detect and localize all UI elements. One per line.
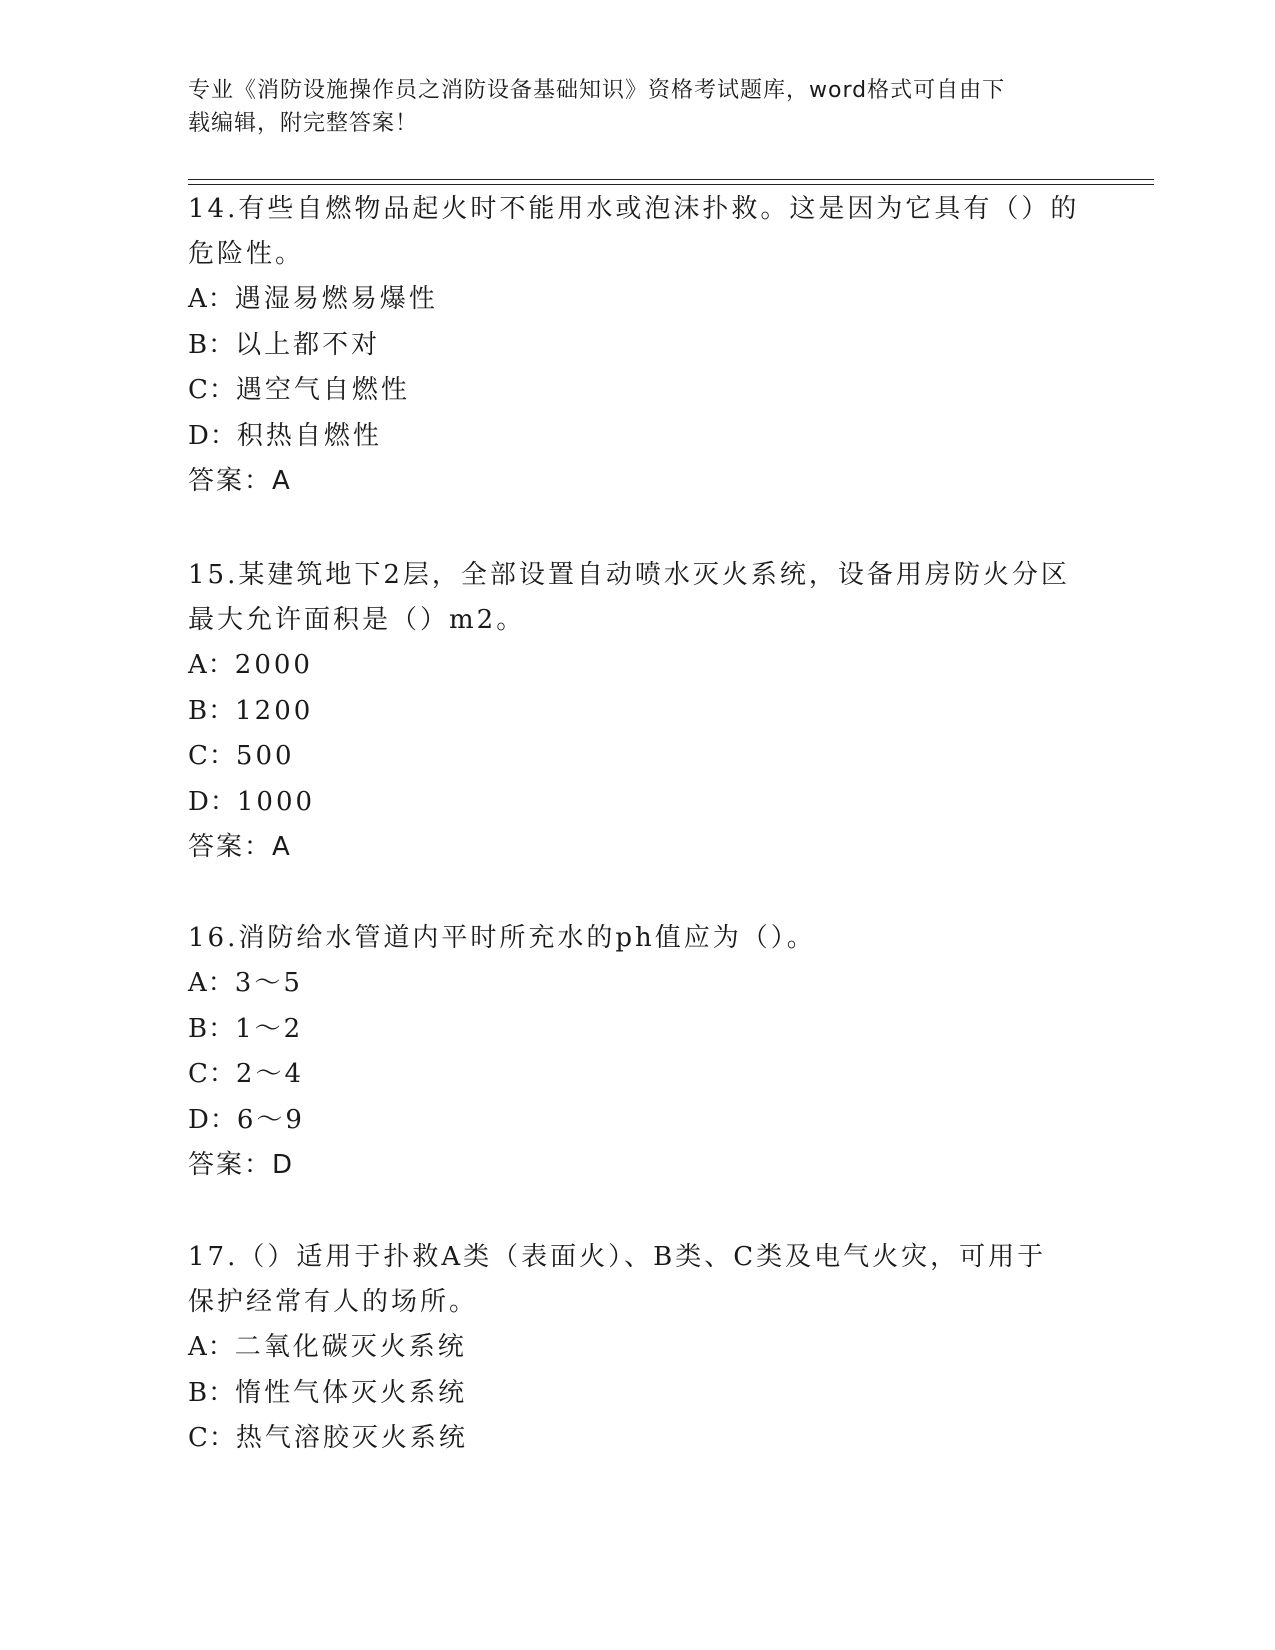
option-key: C： [188, 1059, 236, 1089]
question-14 [188, 187, 1088, 504]
answer-line: 答案：D [188, 1150, 295, 1180]
option-key: C： [188, 741, 236, 771]
option-key: D： [188, 420, 237, 451]
option-c [188, 734, 1088, 780]
question-stem-line: 保护经常有人的场所。 [188, 1287, 479, 1317]
header-line-2: 载编辑，附完整答案！ [188, 111, 419, 136]
option-text: 3～5 [234, 968, 303, 998]
option-key: C： [188, 375, 236, 405]
answer-line: 答案：A [188, 466, 292, 496]
option-key: B： [188, 695, 236, 726]
option-b [188, 1371, 1088, 1417]
option-key: B： [188, 1377, 236, 1408]
question-stem [188, 187, 1088, 277]
option-key: B： [188, 329, 236, 360]
option-b [188, 323, 1088, 369]
question-stem-line: 16.消防给水管道内平时所充水的ph值应为（）。 [188, 923, 816, 953]
option-d [188, 780, 1088, 826]
question-17 [188, 1235, 1088, 1462]
question-stem [188, 1235, 1088, 1325]
option-d [188, 1098, 1088, 1144]
header-divider-top [188, 179, 1154, 180]
option-text: 惰性气体灭火系统 [235, 1377, 468, 1408]
option-key: A： [188, 1332, 235, 1362]
option-text: 2000 [234, 650, 313, 680]
question-15 [188, 553, 1088, 870]
option-c [188, 1052, 1088, 1098]
question-stem [188, 916, 1088, 961]
question-16 [188, 916, 1088, 1188]
option-text: 遇空气自燃性 [235, 375, 410, 405]
option-text: 遇湿易燃易爆性 [234, 284, 438, 314]
option-text: 以上都不对 [235, 329, 381, 360]
option-text: 1200 [235, 695, 314, 726]
question-stem-line: 17.（）适用于扑救A类（表面火）、B类、C类及电气火灾，可用于 [188, 1242, 1047, 1272]
option-key: D： [188, 786, 237, 817]
option-key: A： [188, 284, 235, 314]
option-b [188, 1007, 1088, 1053]
option-text: 6～9 [236, 1104, 305, 1135]
option-text: 1000 [236, 786, 316, 817]
option-key: C： [188, 1423, 236, 1453]
document-header [188, 74, 1088, 140]
option-text: 500 [235, 741, 295, 771]
question-stem-line: 最大允许面积是（）m2。 [188, 605, 526, 635]
option-text: 热气溶胶灭火系统 [235, 1423, 468, 1453]
option-key: A： [188, 650, 235, 680]
option-text: 1～2 [235, 1013, 304, 1044]
option-c [188, 1416, 1088, 1462]
option-d [188, 414, 1088, 460]
option-a [188, 643, 1088, 689]
option-text: 二氧化碳灭火系统 [234, 1332, 467, 1362]
question-stem-line: 14.有些自燃物品起火时不能用水或泡沫扑救。这是因为它具有（）的 [188, 194, 1080, 224]
question-stem-line: 危险性。 [188, 239, 305, 269]
option-key: D： [188, 1104, 237, 1135]
option-key: B： [188, 1013, 236, 1044]
option-text: 积热自燃性 [236, 420, 382, 451]
question-stem [188, 553, 1088, 643]
header-divider-bottom [188, 184, 1154, 185]
option-a [188, 277, 1088, 323]
option-key: A： [188, 968, 235, 998]
question-stem-line: 15.某建筑地下2层，全部设置自动喷水灭火系统，设备用房防火分区 [188, 560, 1070, 590]
option-a [188, 1325, 1088, 1371]
option-a [188, 961, 1088, 1007]
answer-line: 答案：A [188, 832, 292, 862]
option-c [188, 368, 1088, 414]
header-line-1: 专业《消防设施操作员之消防设备基础知识》资格考试题库，word格式可自由下 [188, 78, 1006, 103]
option-text: 2～4 [235, 1059, 304, 1089]
option-b [188, 689, 1088, 735]
